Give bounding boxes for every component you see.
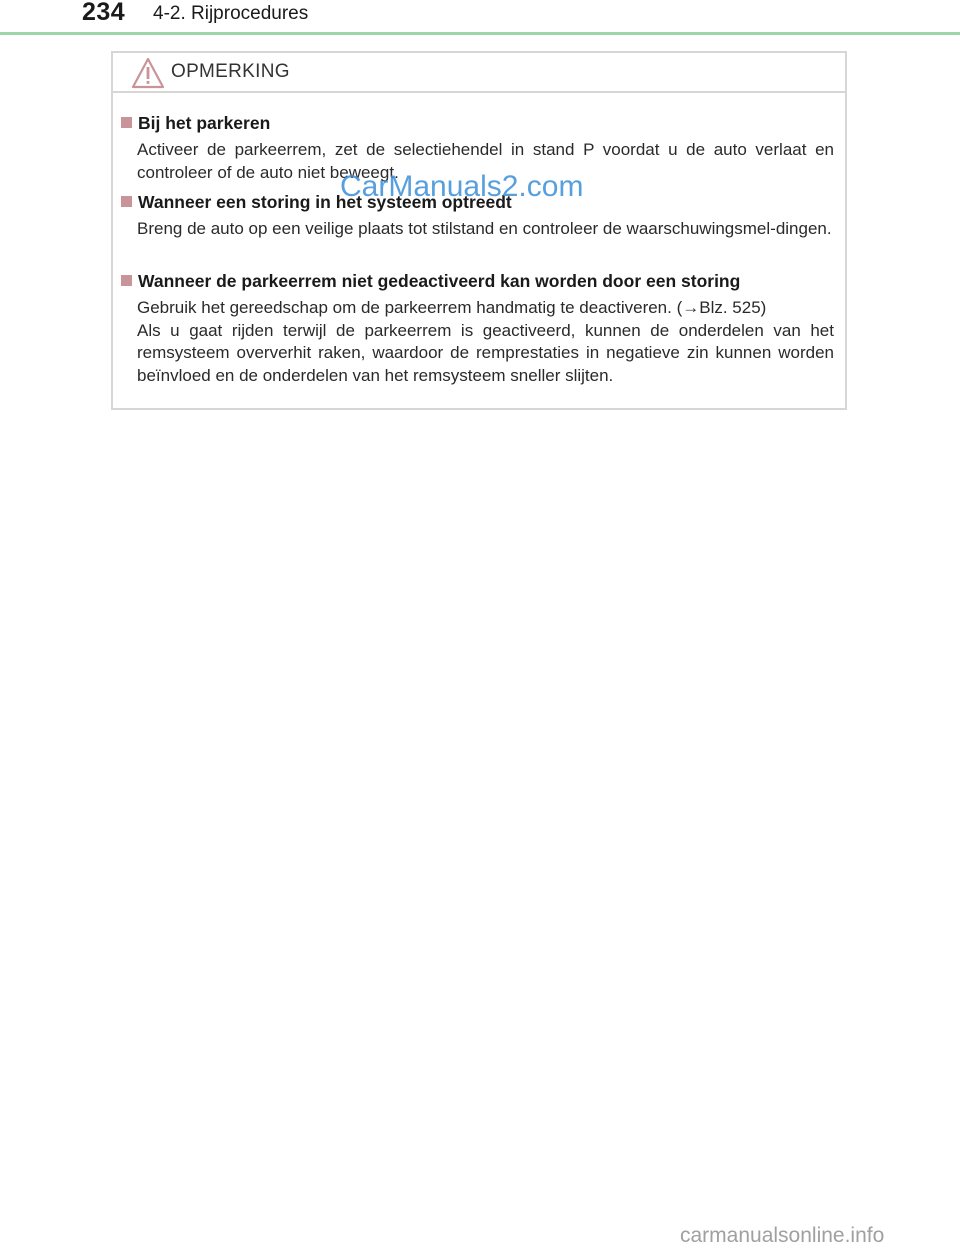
footer-watermark: carmanualsonline.info [680, 1224, 885, 1247]
page-header [0, 0, 960, 36]
square-bullet-icon [121, 196, 132, 207]
watermark: CarManuals2.com [340, 170, 584, 203]
item-paragraph: Activeer de parkeerrem, zet de selectiehendel in stand P voordat u de auto verlaat en controleer of de auto niet beweegt. [137, 140, 834, 182]
item-paragraph: Breng de auto op een veilige plaats tot stilstand en controleer de waarschuwingsmel-dingen. [137, 219, 832, 238]
warning-triangle-icon [131, 57, 165, 89]
section-title: 4-2. Rijprocedures [153, 3, 309, 24]
item-heading [121, 113, 270, 134]
item-body [137, 218, 834, 241]
square-bullet-icon [121, 275, 132, 286]
notice-box [111, 51, 847, 410]
item-paragraph: Als u gaat rijden terwijl de parkeerrem is geactiveerd, kunnen de onderdelen van het remsysteem oververhit raken, waardoor de remprestaties in negatieve zin kunnen worden beïnvloed en de onderdelen van het remsysteem sneller slijten. [137, 320, 834, 385]
page-number: 234 [82, 0, 126, 26]
item-body [137, 297, 834, 387]
notice-header [113, 53, 845, 93]
notice-title: OPMERKING [171, 61, 290, 82]
square-bullet-icon [121, 117, 132, 128]
item-heading-text: Wanneer de parkeerrem niet gedeactiveerd kan worden door een storing [138, 271, 741, 291]
item-heading-text: Bij het parkeren [138, 113, 271, 133]
item-heading [121, 271, 740, 292]
item-heading-text: Wanneer een storing in het systeem optreedt [138, 192, 512, 212]
item-paragraph: Gebruik het gereedschap om de parkeerrem handmatig te deactiveren. (→Blz. 525) [137, 298, 767, 317]
header-rule [0, 32, 960, 35]
